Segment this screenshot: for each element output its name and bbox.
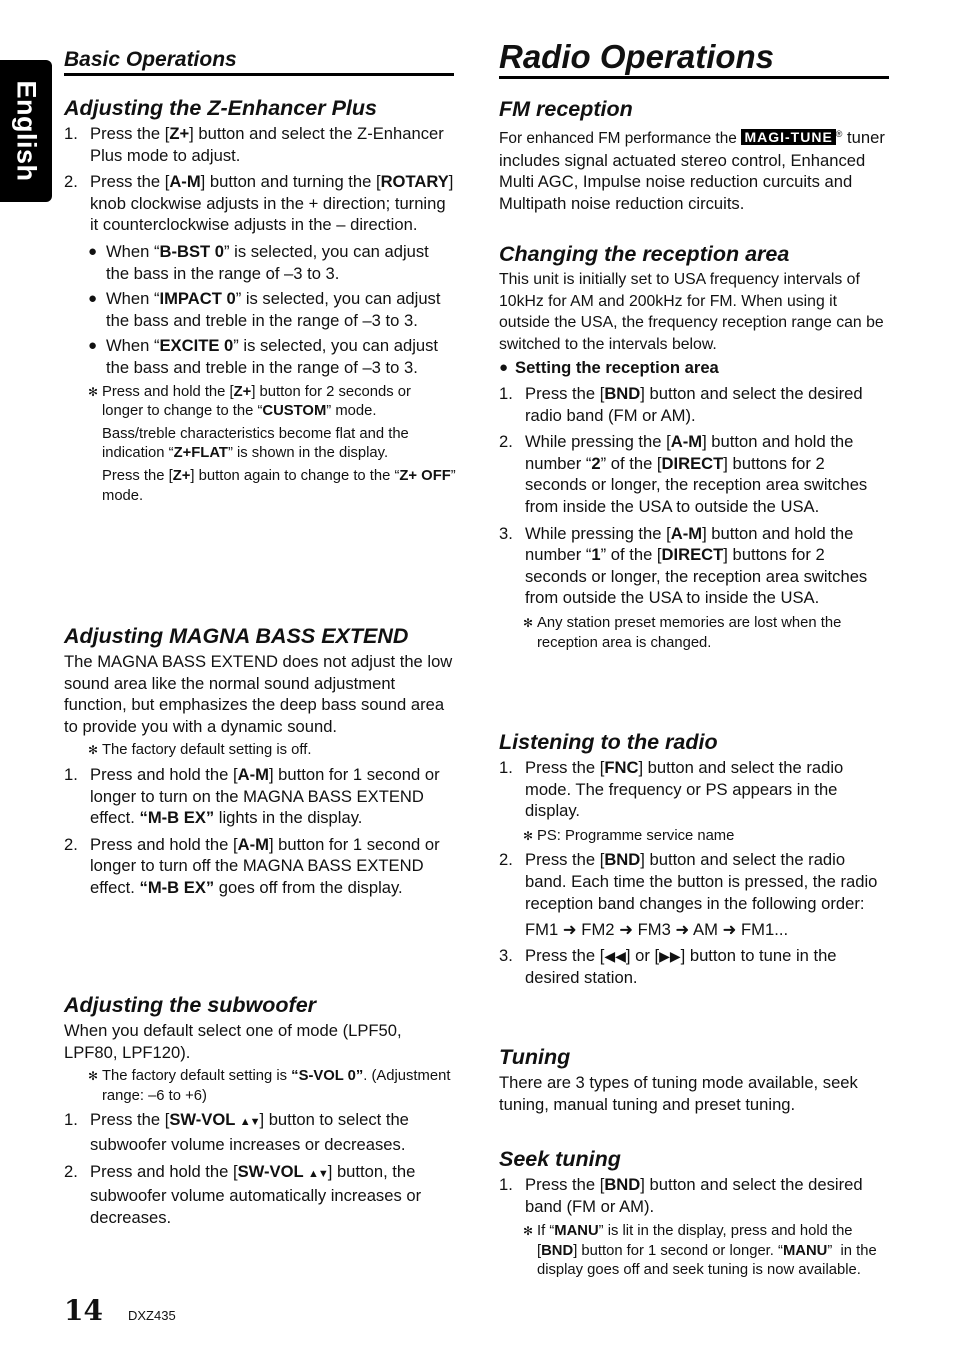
note: ✻ Any station preset memories are lost when the reception area is changed. [523,614,842,651]
tuning-title: Tuning [499,1045,571,1069]
subwoofer-section [64,992,456,1233]
fm-title: FM reception [499,97,633,121]
step: 3. While pressing the [A-M] button and hold the number “1” of the [DIRECT] buttons for 2 seconds or longer, the reception area switches from outside the USA to inside the USA. [499,523,868,608]
listen-section [499,729,891,994]
area-subhead: ● Setting the reception area [499,358,719,378]
page-title: Radio Operations [499,38,889,79]
tuning-text: There are 3 types of tuning mode available, seek tuning, manual tuning and preset tuning. [499,1073,858,1114]
updown-icon: ▲▼ [239,1116,260,1129]
subwoofer-title: Adjusting the subwoofer [64,993,317,1017]
updown-icon: ▲▼ [307,1167,328,1180]
area-title: Changing the reception area [499,242,790,266]
note: ✻ PS: Programme service name [523,827,735,844]
note: ✻ Press and hold the [Z+] button for 2 seconds or longer to change to the “CUSTOM” mode. [88,383,411,420]
magna-title: Adjusting MAGNA BASS EXTEND [64,624,409,648]
step: 1. Press the [BND] button and select the desired band (FM or AM). [499,1175,863,1216]
step: 1. Press the [SW-VOL ▲▼] button to select the subwoofer volume increases or decreases. [64,1110,409,1154]
bullet-item: ● When “IMPACT 0” is selected, you can adjust the bass and treble in the range of –3 to 3. [88,289,441,330]
section-title: Basic Operations [64,48,454,76]
note-para: Bass/treble characteristics become flat and the indication “Z+FLAT” is shown in the display. [102,425,409,462]
step: 1. Press and hold the [A-M] button for 1 second or longer to turn on the MAGNA BASS EXTEND effect. “M-B EX” lights in the display. [64,764,440,828]
note: ✻ The factory default setting is “S-VOL 0”. (Adjustment range: –6 to +6) [88,1068,451,1104]
step: 3. Press the [◀◀] or [▶▶] button to tune in the desired station. [499,945,837,988]
note: ✻ The factory default setting is off. [88,742,312,759]
step: 2. Press the [A-M] button and turning the [ROTARY] knob clockwise adjusts in the + direction; turning it counterclockwise adjusts in the – direction. [64,172,454,235]
note: ✻ If “MANU” is lit in the display, press and hold the [BND] button for 1 second or longer. “MANU” in the display goes off and seek tuning is now available. [523,1223,877,1279]
subwoofer-intro: When you default select one of mode (LPF50, LPF80, LPF120). [64,1021,402,1062]
step: 1. Press the [FNC] button and select the radio mode. The frequency or PS appears in the display. [499,758,844,821]
seek-back-icon: ◀◀ [604,947,626,964]
zenhancer-section [64,95,456,509]
zenhancer-title: Adjusting the Z-Enhancer Plus [64,96,377,120]
listen-title: Listening to the radio [499,730,718,754]
step: 1. Press the [BND] button and select the desired radio band (FM or AM). [499,383,863,425]
page-number: 14 [64,1294,103,1327]
note-para: Press the [Z+] button again to change to the “Z+ OFF” mode. [102,467,456,504]
step: 2. Press the [BND] button and select the radio band. Each time the button is pressed, the radio reception band changes in the following order: [499,850,878,913]
magna-intro: The MAGNA BASS EXTEND does not adjust the low sound area like the normal sound adjustment function, but emphasizes the deep bass sound area to provide you with a dynamic sound. [64,652,453,736]
bullet-item: ● When “B-BST 0” is selected, you can adjust the bass in the range of –3 to 3. [88,241,429,283]
tuning-section [499,1044,891,1115]
magi-tune-logo: MAGI-TUNE [741,129,835,145]
fm-section [499,96,891,214]
step: 2. Press and hold the [SW-VOL ▲▼] button, the subwoofer volume automatically increases or decreases. [64,1161,422,1227]
step: 1. Press the [Z+] button and select the Z-Enhancer Plus mode to adjust. [64,124,444,165]
seek-forward-icon: ▶▶ [659,947,681,964]
fm-text: For enhanced FM performance the MAGI-TUNE ® tuner includes signal actuated stereo control, Enhanced Multi AGC, Impulse noise reduction curcuits and Multipath noise reduction circuits. [499,128,885,213]
area-intro: This unit is initially set to USA frequency intervals of 10kHz for AM and 200kHz for FM. When using it outside the USA, the frequency reception range can be switched to the intervals below. [499,271,884,353]
step: 2. While pressing the [A-M] button and hold the number “2” of the [DIRECT] buttons for 2 seconds or longer, the reception area switches from inside the USA to outside the USA. [499,432,868,516]
magna-section [64,623,456,904]
language-tab [0,60,52,202]
seek-title: Seek tuning [499,1147,621,1171]
language-tab-label: English [11,80,42,182]
bullet-item: ● When “EXCITE 0” is selected, you can adjust the bass and treble in the range of –3 to 3. [88,336,439,377]
band-order: FM1 ➜ FM2 ➜ FM3 ➜ AM ➜ FM1... [525,920,789,940]
model-number: DXZ435 [128,1308,176,1323]
seek-section [499,1146,891,1284]
step: 2. Press and hold the [A-M] button for 1 second or longer to turn off the MAGNA BASS EXTEND effect. “M-B EX” goes off from the display. [64,834,440,897]
area-section [499,241,891,656]
